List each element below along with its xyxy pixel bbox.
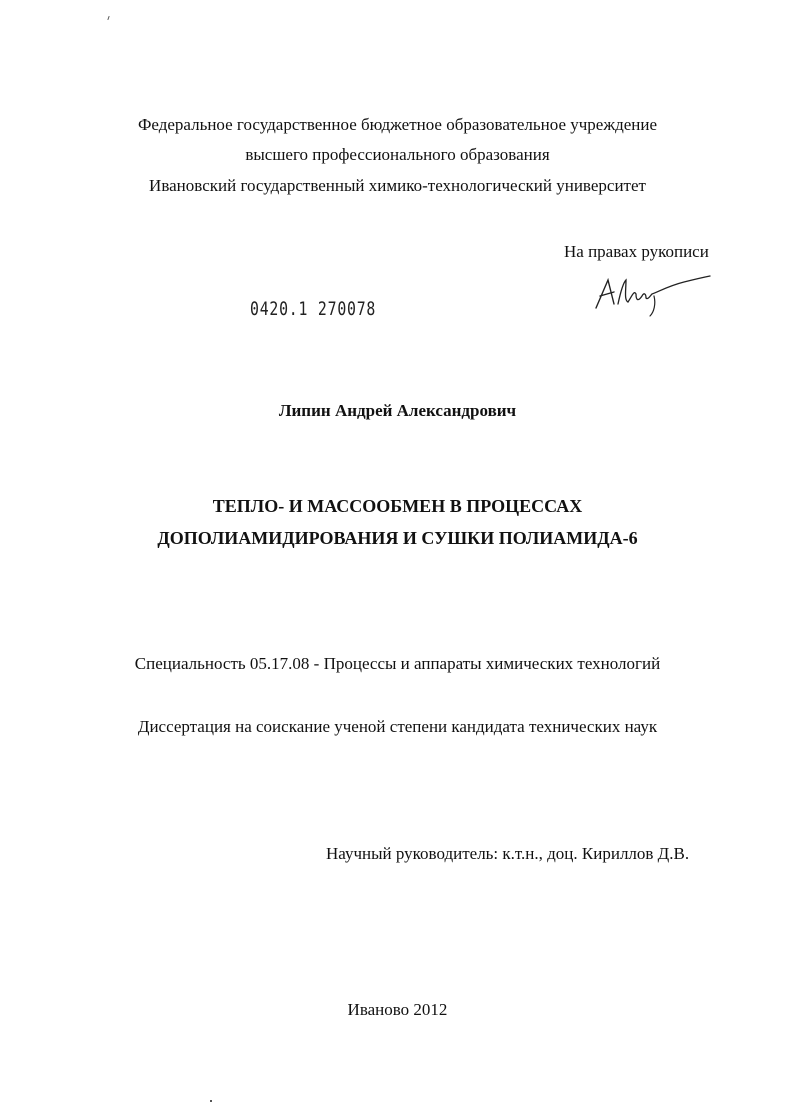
dissertation-type: Диссертация на соискание ученой степени кандидата технических наук — [137, 717, 658, 736]
institution-line-3: Ивановский государственный химико-технологический университет — [149, 176, 646, 195]
city-year: Иваново 2012 — [347, 1000, 448, 1019]
supervisor: Научный руководитель: к.т.н., доц. Кириллов Д.В. — [326, 844, 690, 863]
institution-line-2: высшего профессионального образования — [245, 145, 550, 164]
author-name: Липин Андрей Александрович — [278, 401, 517, 420]
specialty: Специальность 05.17.08 - Процессы и аппараты химических технологий — [134, 654, 661, 673]
library-stamp-number: 0420.1 270078 — [250, 298, 377, 320]
institution-line-1: Федеральное государственное бюджетное образовательное учреждение — [137, 115, 658, 134]
signature-image — [588, 270, 718, 320]
title-line-1: ТЕПЛО- И МАССООБМЕН В ПРОЦЕССАХ — [212, 496, 583, 516]
scan-mark — [107, 16, 109, 20]
rights-note: На правах рукописи — [564, 242, 709, 261]
scan-mark — [210, 1100, 212, 1102]
title-line-2: ДОПОЛИАМИДИРОВАНИЯ И СУШКИ ПОЛИАМИДА-6 — [157, 528, 638, 548]
